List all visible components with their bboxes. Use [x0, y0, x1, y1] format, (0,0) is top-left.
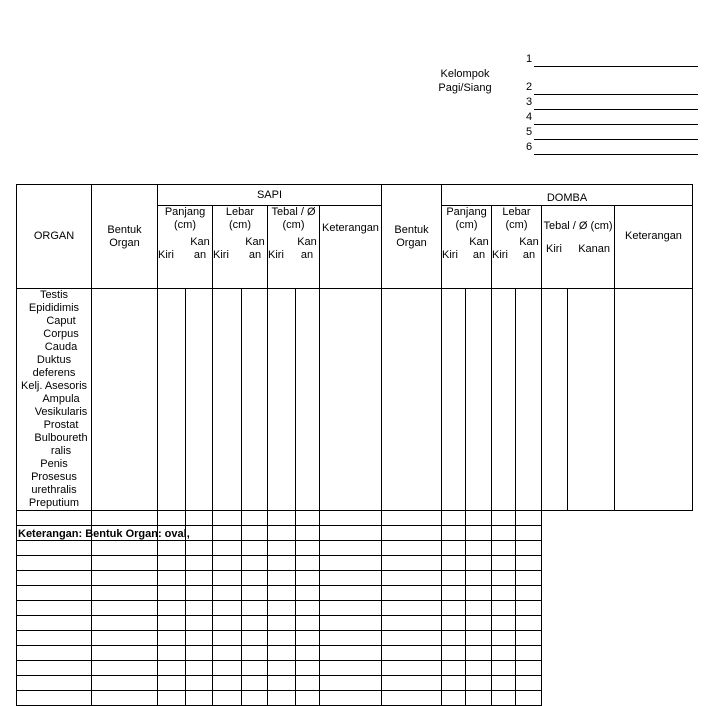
table-row [17, 556, 693, 571]
member-line-5[interactable] [534, 127, 698, 140]
grid-cell[interactable] [268, 571, 296, 586]
grid-cell[interactable] [186, 676, 213, 691]
sapi-tebal-label: Tebal / Ø (cm) [271, 206, 316, 231]
grid-cell[interactable] [17, 571, 92, 586]
grid-cell[interactable] [382, 586, 442, 601]
grid-cell[interactable] [516, 556, 542, 571]
kelompok-label-block [420, 67, 510, 95]
table-row [17, 586, 693, 601]
member-number-1: 1 [526, 53, 533, 65]
grid-cell[interactable] [442, 631, 466, 646]
grid-cell[interactable] [516, 571, 542, 586]
grid-cell[interactable] [382, 676, 442, 691]
grid-cell[interactable] [442, 556, 466, 571]
sapi-tebal-header [268, 206, 320, 289]
grid-cell[interactable] [213, 691, 242, 706]
grid-cell[interactable] [442, 586, 466, 601]
grid-cell[interactable] [242, 616, 268, 631]
grid-cell[interactable] [320, 631, 382, 646]
organ-label-epididimis: Epididimis [28, 302, 80, 314]
grid-cell[interactable] [492, 556, 516, 571]
grid-cell[interactable] [186, 571, 213, 586]
grid-cell[interactable] [320, 691, 382, 706]
grid-cell[interactable] [466, 541, 492, 556]
sapi-header: SAPI [158, 185, 382, 206]
sapi-keterangan-header: Keterangan [320, 206, 382, 289]
grid-cell[interactable] [92, 511, 158, 526]
grid-cell[interactable] [213, 646, 242, 661]
grid-cell[interactable] [17, 631, 92, 646]
grid-cell[interactable] [516, 289, 542, 511]
grid-cell[interactable] [442, 511, 466, 526]
grid-cell[interactable] [320, 586, 382, 601]
grid-cell[interactable] [92, 586, 158, 601]
grid-cell[interactable] [516, 631, 542, 646]
member-line-4[interactable] [534, 112, 698, 125]
grid-cell[interactable] [382, 541, 442, 556]
grid-cell[interactable] [516, 541, 542, 556]
grid-cell[interactable] [158, 616, 186, 631]
grid-cell[interactable] [242, 676, 268, 691]
grid-cell[interactable] [296, 556, 320, 571]
domba-tebal-kanan: Kanan [578, 243, 610, 255]
grid-cell[interactable] [492, 289, 516, 511]
grid-cell[interactable] [296, 646, 320, 661]
grid-cell[interactable] [442, 526, 466, 541]
grid-cell[interactable] [186, 661, 213, 676]
grid-cell[interactable] [320, 601, 382, 616]
grid-cell[interactable] [186, 601, 213, 616]
grid-cell[interactable] [158, 646, 186, 661]
grid-cell[interactable] [158, 541, 186, 556]
grid-cell[interactable] [382, 661, 442, 676]
grid-cell[interactable] [492, 631, 516, 646]
grid-cell[interactable] [492, 541, 516, 556]
member-line-1[interactable] [534, 54, 698, 67]
grid-cell[interactable] [186, 691, 213, 706]
domba-panjang-header [442, 206, 492, 289]
grid-cell[interactable] [296, 541, 320, 556]
grid-cell[interactable] [568, 289, 615, 511]
grid-cell[interactable] [466, 511, 492, 526]
grid-cell[interactable] [382, 631, 442, 646]
grid-cell[interactable] [186, 511, 213, 526]
grid-cell[interactable] [17, 661, 92, 676]
table-row [17, 541, 693, 556]
grid-cell[interactable] [17, 676, 92, 691]
domba-lebar-kiri: Kiri [492, 249, 508, 261]
grid-cell[interactable] [466, 586, 492, 601]
grid-cell[interactable] [17, 646, 92, 661]
grid-cell[interactable] [382, 646, 442, 661]
grid-cell[interactable] [516, 616, 542, 631]
grid-cell[interactable] [320, 616, 382, 631]
grid-cell[interactable] [492, 691, 516, 706]
organ-list-cell [17, 289, 92, 511]
grid-cell[interactable] [320, 541, 382, 556]
grid-cell[interactable] [268, 646, 296, 661]
grid-cell[interactable] [382, 511, 442, 526]
domba-lebar-label: Lebar (cm) [502, 206, 531, 231]
grid-cell[interactable] [466, 676, 492, 691]
grid-cell[interactable] [158, 691, 186, 706]
grid-cell[interactable] [268, 691, 296, 706]
grid-cell[interactable] [92, 631, 158, 646]
grid-cell[interactable] [268, 601, 296, 616]
grid-cell[interactable] [516, 676, 542, 691]
organ-label-testis: Testis [39, 289, 69, 301]
grid-cell[interactable] [213, 631, 242, 646]
grid-cell[interactable] [296, 616, 320, 631]
domba-lebar-kanan: Kan an [519, 236, 539, 261]
table-row [17, 631, 693, 646]
organ-label-ampula: Ampula [42, 393, 80, 405]
member-number-6: 6 [526, 141, 533, 153]
grid-cell[interactable] [213, 601, 242, 616]
grid-cell[interactable] [492, 661, 516, 676]
grid-cell[interactable] [442, 646, 466, 661]
grid-cell[interactable] [268, 616, 296, 631]
grid-cell[interactable] [466, 556, 492, 571]
domba-panjang-kiri: Kiri [442, 249, 458, 261]
grid-cell[interactable] [320, 661, 382, 676]
sapi-tebal-kiri: Kiri [268, 249, 284, 261]
grid-cell[interactable] [242, 631, 268, 646]
organ-data-block [17, 289, 693, 511]
organ-label-prosesus-urethralis: Prosesus urethralis [31, 471, 77, 496]
grid-cell[interactable] [158, 289, 186, 511]
grid-cell[interactable] [320, 571, 382, 586]
domba-bentuk-header: Bentuk Organ [382, 185, 442, 289]
grid-cell[interactable] [158, 676, 186, 691]
grid-cell[interactable] [213, 289, 242, 511]
grid-cell[interactable] [320, 511, 382, 526]
organ-label-penis: Penis [40, 458, 68, 470]
grid-cell[interactable] [492, 601, 516, 616]
grid-cell[interactable] [213, 571, 242, 586]
table-row [17, 691, 693, 706]
grid-cell[interactable] [492, 586, 516, 601]
grid-cell[interactable] [296, 601, 320, 616]
domba-tebal-header [542, 206, 615, 289]
grid-cell[interactable] [268, 631, 296, 646]
grid-cell[interactable] [516, 601, 542, 616]
grid-cell[interactable] [17, 541, 92, 556]
domba-tebal-label: Tebal / Ø (cm) [543, 220, 613, 232]
grid-cell[interactable] [466, 631, 492, 646]
grid-cell[interactable] [542, 289, 568, 511]
grid-cell[interactable] [382, 526, 442, 541]
grid-cell[interactable] [268, 661, 296, 676]
grid-cell[interactable] [466, 616, 492, 631]
table-row [17, 571, 693, 586]
sapi-lebar-kanan: Kan an [245, 236, 265, 261]
grid-cell[interactable] [492, 511, 516, 526]
sapi-panjang-label: Panjang (cm) [164, 206, 206, 231]
grid-cell[interactable] [186, 646, 213, 661]
grid-cell[interactable] [17, 511, 92, 526]
organ-label-prostat: Prostat [43, 419, 79, 431]
grid-cell[interactable] [320, 289, 382, 511]
member-number-5: 5 [526, 126, 533, 138]
grid-cell[interactable] [17, 601, 92, 616]
grid-cell[interactable] [242, 601, 268, 616]
grid-cell[interactable] [516, 661, 542, 676]
grid-cell[interactable] [268, 586, 296, 601]
grid-cell[interactable] [516, 646, 542, 661]
grid-cell[interactable] [92, 691, 158, 706]
grid-cell[interactable] [242, 556, 268, 571]
sapi-tebal-kanan: Kan an [297, 236, 317, 261]
domba-keterangan-header: Keterangan [615, 206, 693, 289]
grid-cell[interactable] [92, 616, 158, 631]
grid-cell[interactable] [268, 541, 296, 556]
grid-cell[interactable] [442, 661, 466, 676]
grid-cell[interactable] [158, 571, 186, 586]
grid-cell[interactable] [213, 556, 242, 571]
grid-cell[interactable] [268, 526, 296, 541]
grid-cell[interactable] [92, 661, 158, 676]
grid-cell[interactable] [442, 676, 466, 691]
grid-cell[interactable] [492, 646, 516, 661]
grid-cell[interactable] [320, 646, 382, 661]
table-row [17, 661, 693, 676]
grid-cell[interactable] [242, 661, 268, 676]
organ-measurement-table [16, 184, 693, 706]
sapi-lebar-label: Lebar (cm) [225, 206, 255, 231]
grid-cell[interactable] [17, 616, 92, 631]
grid-cell[interactable] [516, 511, 542, 526]
grid-cell[interactable] [268, 676, 296, 691]
organ-label-vesikularis: Vesikularis [34, 406, 88, 418]
domba-lebar-header [492, 206, 542, 289]
grid-cell[interactable] [213, 526, 242, 541]
grid-cell[interactable] [242, 541, 268, 556]
table-row [17, 511, 693, 526]
grid-cell[interactable] [17, 691, 92, 706]
grid-cell[interactable] [242, 526, 268, 541]
organ-header: ORGAN [17, 185, 92, 289]
grid-cell[interactable] [382, 616, 442, 631]
grid-cell[interactable] [466, 661, 492, 676]
grid-cell[interactable] [296, 571, 320, 586]
grid-cell[interactable] [158, 601, 186, 616]
grid-cell[interactable] [382, 571, 442, 586]
footer-note: Keterangan: Bentuk Organ: oval, [18, 528, 190, 540]
organ-label-corpus: Corpus [43, 328, 79, 340]
grid-cell[interactable] [268, 289, 296, 511]
grid-cell[interactable] [615, 289, 693, 511]
grid-cell[interactable] [213, 541, 242, 556]
grid-cell[interactable] [186, 631, 213, 646]
grid-cell[interactable] [158, 631, 186, 646]
grid-cell[interactable] [296, 631, 320, 646]
domba-panjang-label: Panjang (cm) [446, 206, 487, 231]
grid-cell[interactable] [213, 511, 242, 526]
grid-cell[interactable] [158, 661, 186, 676]
domba-panjang-kanan: Kan an [469, 236, 489, 261]
sapi-panjang-kanan: Kan an [190, 236, 210, 261]
grid-cell[interactable] [492, 676, 516, 691]
grid-cell[interactable] [466, 289, 492, 511]
member-number-2: 2 [526, 81, 533, 93]
kelompok-label: Kelompok [440, 68, 490, 80]
grid-cell[interactable] [442, 691, 466, 706]
member-number-3: 3 [526, 96, 533, 108]
session-label: Pagi/Siang [438, 82, 492, 94]
grid-cell[interactable] [186, 541, 213, 556]
grid-cell[interactable] [242, 646, 268, 661]
organ-label-kelj-asesoris: Kelj. Asesoris [20, 380, 88, 392]
grid-cell[interactable] [466, 646, 492, 661]
grid-cell[interactable] [442, 571, 466, 586]
grid-cell[interactable] [213, 616, 242, 631]
grid-cell[interactable] [516, 526, 542, 541]
grid-cell[interactable] [516, 691, 542, 706]
domba-bentuk-cell[interactable] [382, 289, 442, 511]
grid-cell[interactable] [442, 601, 466, 616]
grid-cell[interactable] [186, 586, 213, 601]
grid-cell[interactable] [492, 571, 516, 586]
domba-header: DOMBA [442, 185, 693, 206]
grid-cell[interactable] [320, 526, 382, 541]
table-row [17, 601, 693, 616]
grid-cell[interactable] [296, 511, 320, 526]
grid-cell[interactable] [466, 571, 492, 586]
member-line-3[interactable] [534, 97, 698, 110]
member-number-4: 4 [526, 111, 533, 123]
sapi-bentuk-cell[interactable] [92, 289, 158, 511]
table-row [17, 676, 693, 691]
grid-cell[interactable] [492, 526, 516, 541]
sapi-panjang-kiri: Kiri [158, 249, 174, 261]
sapi-lebar-kiri: Kiri [213, 249, 229, 261]
grid-cell[interactable] [382, 556, 442, 571]
grid-cell[interactable] [242, 691, 268, 706]
grid-cell[interactable] [186, 289, 213, 511]
sapi-bentuk-header: Bentuk Organ [92, 185, 158, 289]
grid-cell[interactable] [186, 556, 213, 571]
organ-label-cauda: Cauda [44, 341, 78, 353]
grid-cell[interactable] [213, 676, 242, 691]
grid-cell[interactable] [296, 526, 320, 541]
grid-cell[interactable] [320, 556, 382, 571]
grid-cell[interactable] [92, 601, 158, 616]
grid-cell[interactable] [466, 691, 492, 706]
grid-cell[interactable] [296, 676, 320, 691]
grid-cell[interactable] [382, 601, 442, 616]
grid-cell[interactable] [320, 676, 382, 691]
grid-cell[interactable] [466, 601, 492, 616]
sapi-panjang-header [158, 206, 213, 289]
grid-cell[interactable] [92, 646, 158, 661]
grid-cell[interactable] [296, 661, 320, 676]
grid-cell[interactable] [213, 661, 242, 676]
grid-cell[interactable] [516, 586, 542, 601]
grid-cell[interactable] [442, 289, 466, 511]
grid-cell[interactable] [268, 556, 296, 571]
grid-cell[interactable] [242, 586, 268, 601]
grid-cell[interactable] [92, 556, 158, 571]
grid-cell[interactable] [242, 571, 268, 586]
grid-cell[interactable] [442, 616, 466, 631]
grid-cell[interactable] [92, 676, 158, 691]
grid-cell[interactable] [158, 586, 186, 601]
organ-label-bulbourethralis: Bulboureth ralis [34, 432, 88, 457]
grid-cell[interactable] [242, 511, 268, 526]
grid-cell[interactable] [296, 586, 320, 601]
grid-cell[interactable] [92, 541, 158, 556]
grid-cell[interactable] [242, 289, 268, 511]
grid-cell[interactable] [442, 541, 466, 556]
grid-cell[interactable] [492, 616, 516, 631]
grid-cell[interactable] [296, 289, 320, 511]
grid-cell[interactable] [17, 556, 92, 571]
grid-cell[interactable] [92, 571, 158, 586]
domba-tebal-kiri: Kiri [546, 243, 562, 255]
member-line-6[interactable] [534, 142, 698, 155]
grid-cell[interactable] [186, 616, 213, 631]
table-row [17, 646, 693, 661]
sapi-lebar-header [213, 206, 268, 289]
grid-cell[interactable] [296, 691, 320, 706]
grid-cell[interactable] [158, 556, 186, 571]
grid-cell[interactable] [17, 586, 92, 601]
grid-cell[interactable] [268, 511, 296, 526]
grid-cell[interactable] [158, 511, 186, 526]
organ-label-preputium: Preputium [28, 497, 80, 509]
member-line-2[interactable] [534, 82, 698, 95]
table-row [17, 616, 693, 631]
grid-cell[interactable] [213, 586, 242, 601]
grid-cell[interactable] [466, 526, 492, 541]
grid-cell[interactable] [382, 691, 442, 706]
organ-label-caput: Caput [46, 315, 76, 327]
organ-label-duktus-deferens: Duktus deferens [32, 354, 76, 379]
